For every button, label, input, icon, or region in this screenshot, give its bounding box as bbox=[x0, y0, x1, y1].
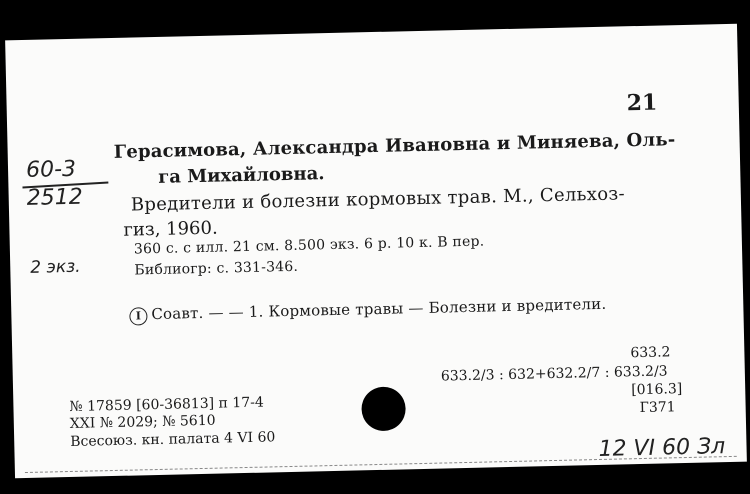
classification-4: Г371 bbox=[639, 399, 676, 417]
title-line: Вредители и болезни кормовых трав. М., Сельхоз- bbox=[130, 183, 626, 216]
shelf-mark-top: 60-3 bbox=[25, 156, 77, 183]
author-line: Герасимова, Александра Ивановна и Миняева, Оль- bbox=[113, 129, 676, 163]
classification-1: 633.2 bbox=[630, 344, 671, 362]
catalog-card bbox=[5, 24, 747, 478]
card-bottom-edge bbox=[25, 456, 737, 473]
subject-tracing: Соавт. — — 1. Кормовые травы — Болезни и вредители. bbox=[151, 294, 607, 324]
punch-hole bbox=[361, 386, 406, 431]
bibliography-note: Библиогр: с. 331-346. bbox=[134, 258, 299, 279]
copies-note: 2 экз. bbox=[30, 256, 81, 278]
card-number: 21 bbox=[626, 89, 658, 117]
classification-3: [016.3] bbox=[631, 381, 683, 399]
subject-roman-numeral: I bbox=[129, 307, 147, 325]
shelf-mark-bottom: 2512 bbox=[26, 184, 83, 211]
author-line-continued: га Михайловна. bbox=[158, 163, 325, 188]
registry-line-3: Всесоюз. кн. палата 4 VI 60 bbox=[70, 429, 276, 450]
title-line-continued: гиз, 1960. bbox=[123, 217, 218, 241]
classification-2: 633.2/3 : 632+632.2/7 : 633.2/3 bbox=[440, 363, 668, 385]
registry-line-1: № 17859 [60-36813] п 17-4 bbox=[69, 394, 264, 415]
registry-line-2: XXI № 2029; № 5610 bbox=[69, 412, 216, 432]
handwritten-date: 12 VI 60 Зл bbox=[598, 434, 726, 462]
physical-description: 360 с. с илл. 21 см. 8.500 экз. 6 р. 10 к. В пер. bbox=[133, 233, 485, 258]
